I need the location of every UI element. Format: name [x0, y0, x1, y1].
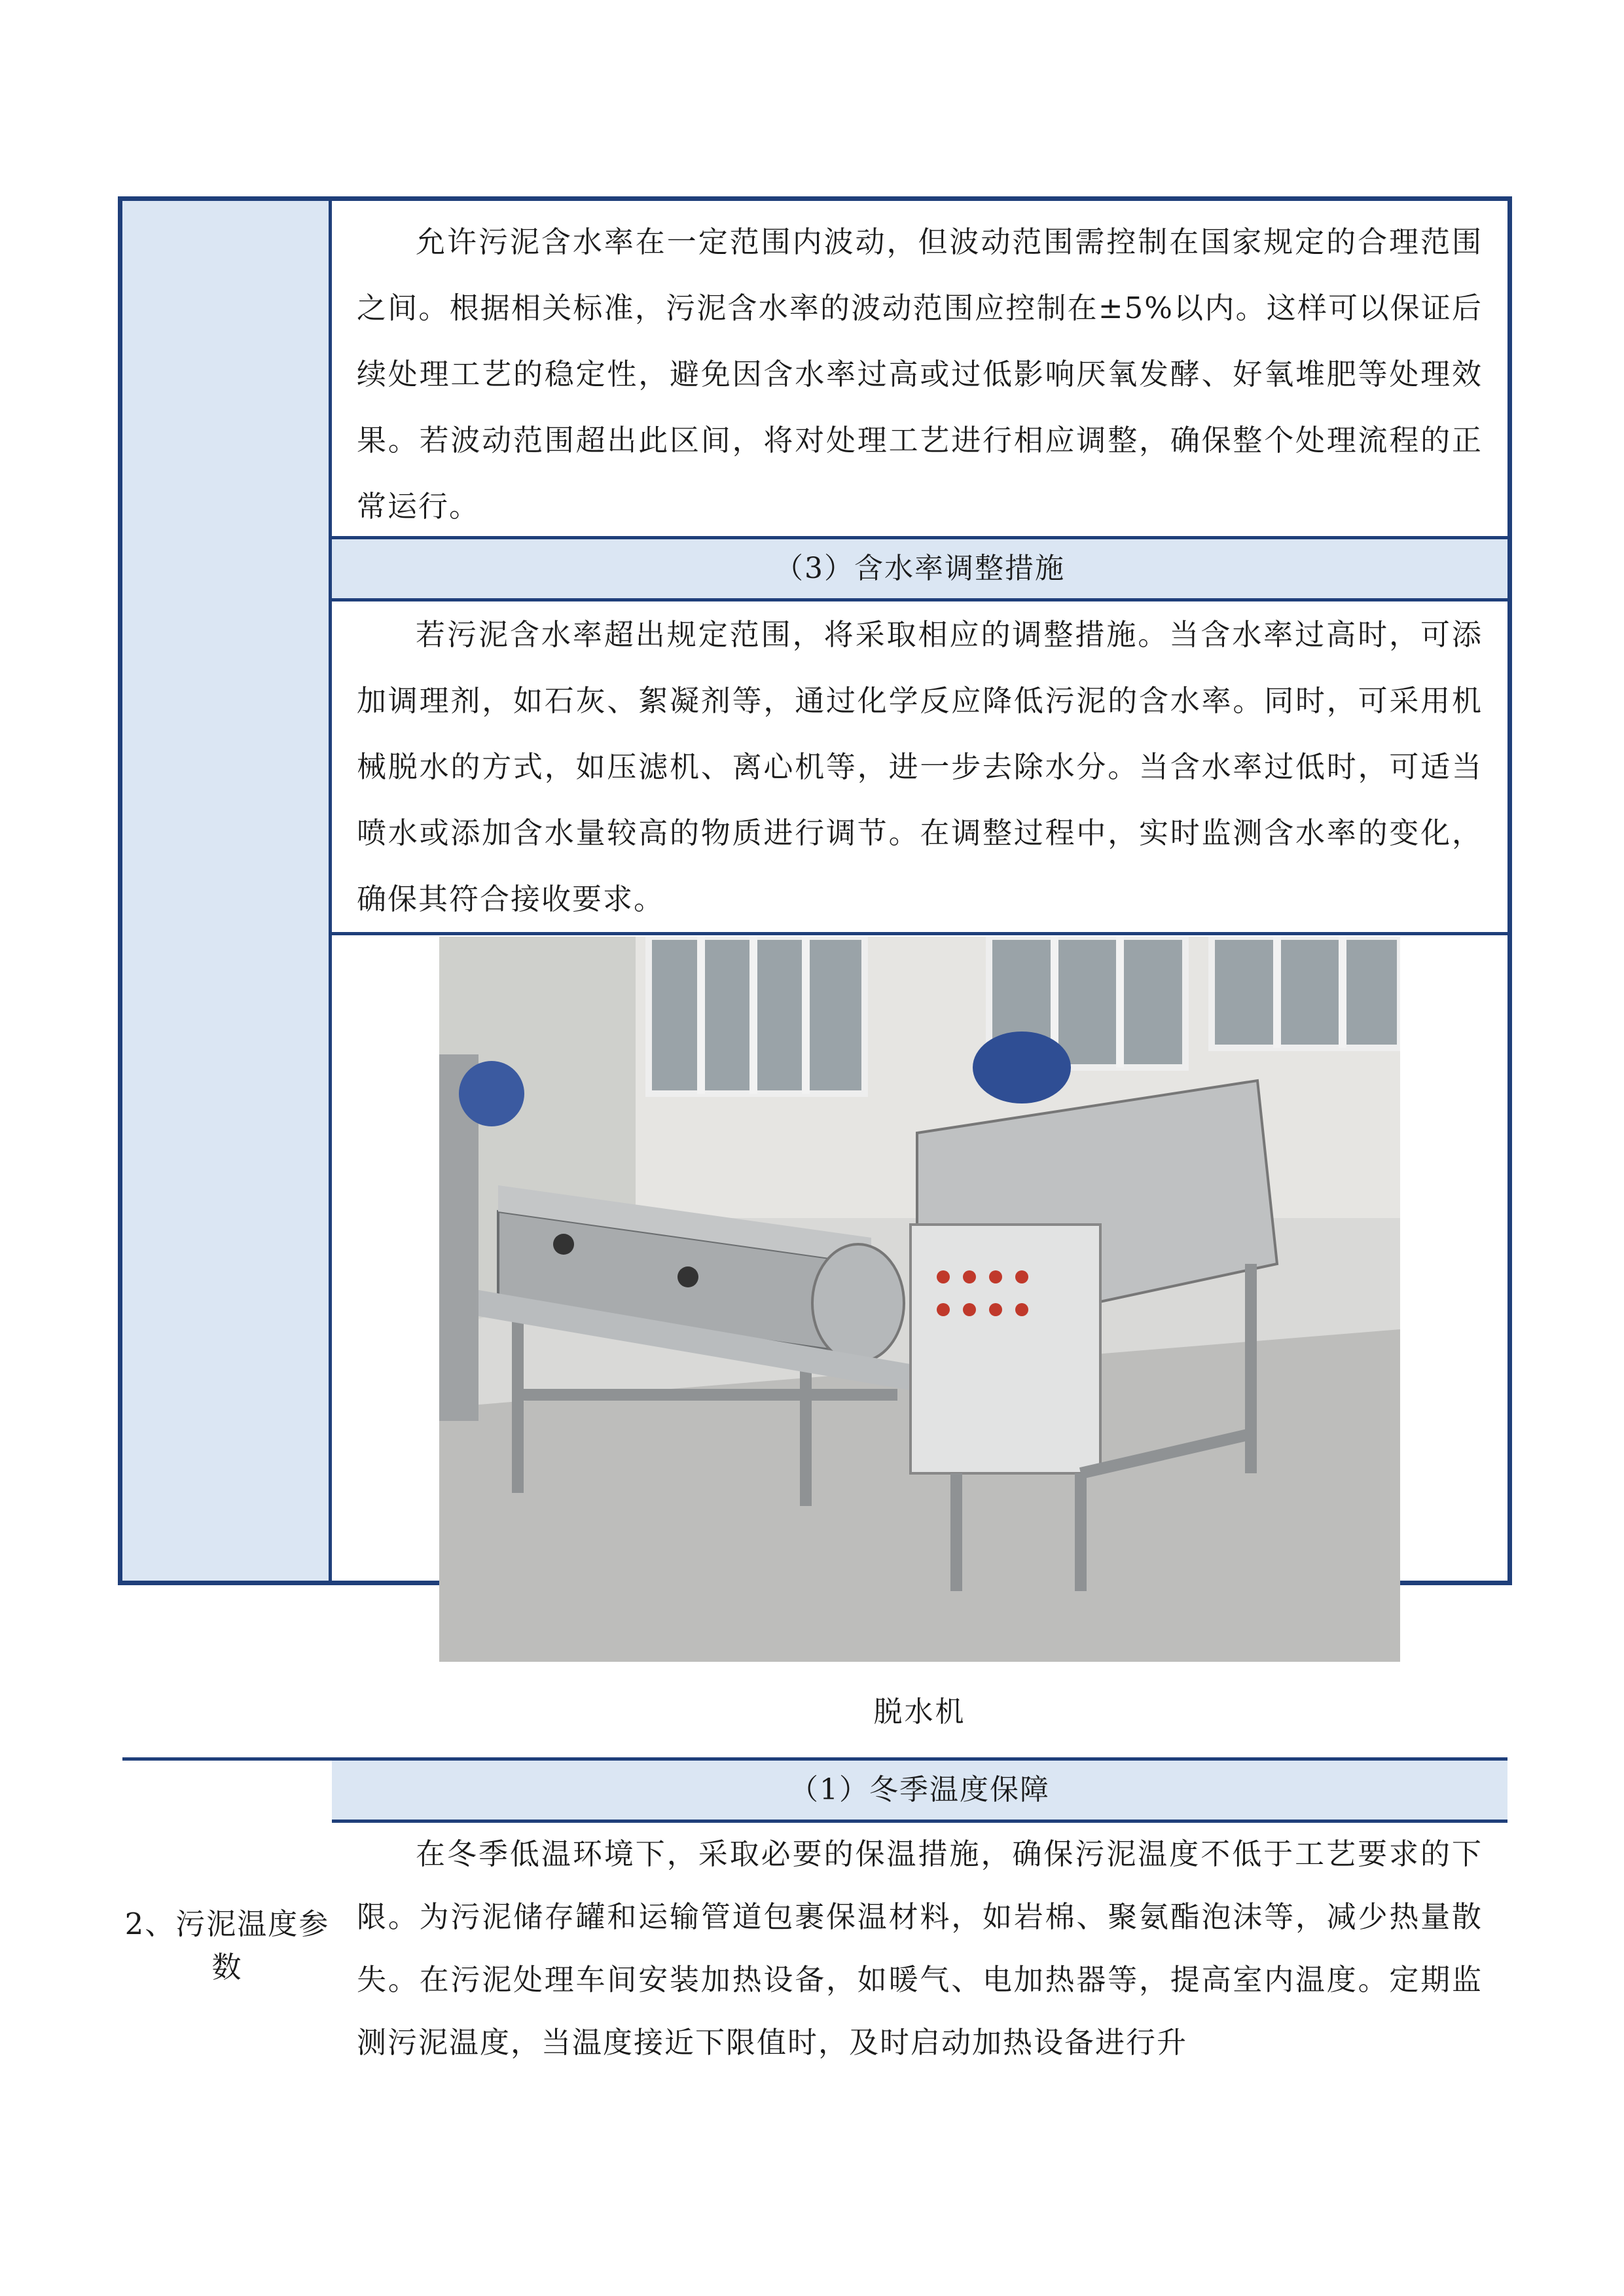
subheading-moisture-adjustment: （3）含水率调整措施 [774, 552, 1065, 585]
document-table [118, 196, 1512, 2060]
moisture-fluctuation-cell [332, 209, 1507, 536]
moisture-adjustment-cell [332, 601, 1507, 932]
photo-caption: 脱水机 [873, 1695, 966, 1729]
section-label-sludge-temperature: 2、污泥温度参数 [124, 1907, 330, 1984]
photo-cell [332, 935, 1507, 1757]
subheading-winter-temperature: （1）冬季温度保障 [789, 1773, 1050, 1806]
moisture-fluctuation-paragraph: 允许污泥含水率在一定范围内波动，但波动范围需控制在国家规定的合理范围之间。根据相关标准，污泥含水率的波动范围应控制在±5%以内。这样可以保证后续处理工艺的稳定性，避免因含水率过高或过低影响厌氧发酵、好氧堆肥等处理效果。若波动范围超出此区间，将对处理工艺进行相应调整，确保整个处理流程的正常运行。 [357, 224, 1483, 524]
subheading-winter-temperature-cell [332, 1761, 1507, 1820]
dewatering-machine-photo [439, 937, 1400, 1662]
moisture-adjustment-paragraph: 若污泥含水率超出规定范围，将采取相应的调整措施。当含水率过高时，可添加调理剂，如石灰、絮凝剂等，通过化学反应降低污泥的含水率。同时，可采用机械脱水的方式，如压滤机、离心机等，进一步去除水分。当含水率过低时，可适当喷水或添加含水量较高的物质进行调节。在调整过程中，实时监测含水率的变化，确保其符合接收要求。 [357, 617, 1483, 916]
winter-temperature-cell [332, 1823, 1507, 2088]
subheading-moisture-adjustment-cell [332, 539, 1507, 598]
left-row-divider [122, 1757, 332, 1761]
winter-temperature-paragraph: 在冬季低温环境下，采取必要的保温措施，确保污泥温度不低于工艺要求的下限。为污泥储存罐和运输管道包裹保温材料，如岩棉、聚氨酯泡沫等，减少热量散失。在污泥处理车间安装加热设备，如暖气、电加热器等，提高室内温度。定期监测污泥温度，当温度接近下限值时，及时启动加热设备进行升 [357, 1837, 1483, 2060]
table-left-column [122, 201, 332, 1581]
